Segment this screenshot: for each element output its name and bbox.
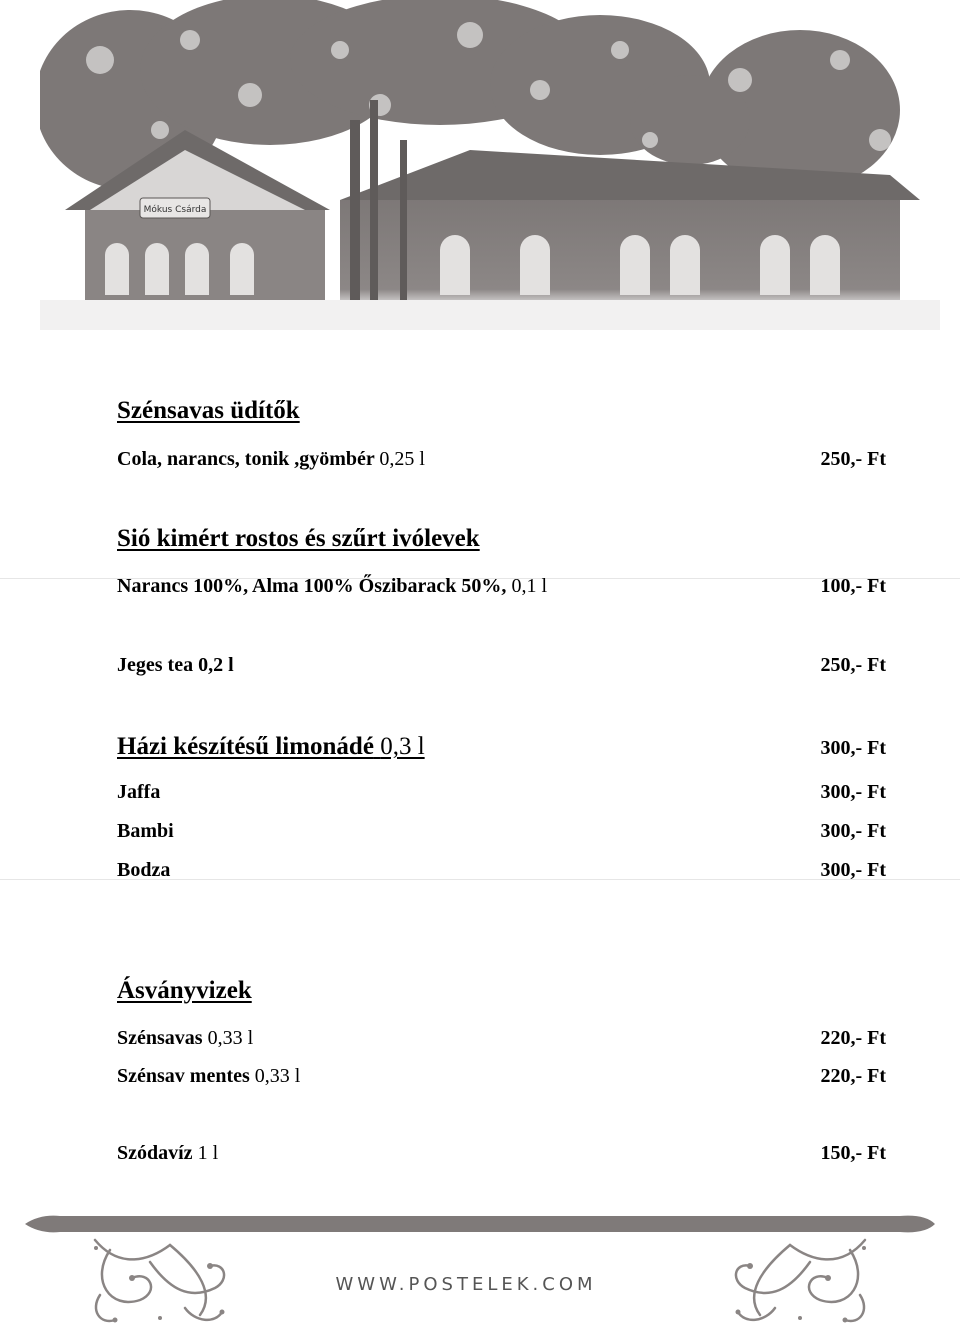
item-unit: 0,33 l <box>207 1027 254 1049</box>
item-price: 100,- Ft <box>820 575 886 597</box>
menu-item <box>117 1142 218 1165</box>
menu-item <box>117 448 425 471</box>
menu-item <box>117 575 547 598</box>
section-heading-text: Ásványvizek <box>117 977 252 1004</box>
section-heading-unit: 0,3 l <box>380 733 425 760</box>
item-name: Szénsav mentes <box>117 1065 250 1087</box>
item-unit: 0,1 l <box>511 575 547 597</box>
item-price: 150,- Ft <box>820 1142 886 1164</box>
item-price: 300,- Ft <box>820 859 886 881</box>
item-name: Cola, narancs, tonik ,gyömbér <box>117 448 375 470</box>
menu-item <box>117 1065 300 1088</box>
section-heading-lemonade <box>117 733 425 761</box>
menu-item <box>117 859 170 882</box>
item-price: 250,- Ft <box>820 654 886 676</box>
item-name: Narancs 100%, Alma 100% Őszibarack 50%, <box>117 575 507 597</box>
building-sign: Mókus Csárda <box>143 205 207 215</box>
item-price: 250,- Ft <box>820 448 886 470</box>
header-illustration <box>40 0 940 330</box>
item-unit: 1 l <box>197 1142 219 1164</box>
item-price: 220,- Ft <box>820 1065 886 1087</box>
item-price: 300,- Ft <box>820 820 886 842</box>
item-name: Jeges tea 0,2 l <box>117 654 234 676</box>
item-price: 220,- Ft <box>820 1027 886 1049</box>
menu-item <box>117 654 234 677</box>
item-name: Jaffa <box>117 781 161 803</box>
footer-website: WWW.POSTELEK.COM <box>248 1255 684 1313</box>
menu-item <box>117 781 160 804</box>
item-unit: 0,33 l <box>254 1065 301 1087</box>
item-unit: 0,25 l <box>379 448 425 470</box>
section-heading-text: Házi készítésű limonádé <box>117 733 374 760</box>
item-price: 300,- Ft <box>820 737 886 759</box>
section-heading-text: Sió kimért rostos és szűrt ivólevek <box>117 525 480 552</box>
section-heading-text: Szénsavas üdítők <box>117 397 300 424</box>
section-heading-carbonated <box>117 397 300 425</box>
menu-item <box>117 1027 253 1050</box>
item-name: Szódavíz <box>117 1142 193 1164</box>
section-heading-juices <box>117 525 480 553</box>
item-price: 300,- Ft <box>820 781 886 803</box>
item-name: Bodza <box>117 859 171 881</box>
section-heading-mineral-water <box>117 977 252 1005</box>
item-name: Bambi <box>117 820 174 842</box>
item-name: Szénsavas <box>117 1027 203 1049</box>
menu-item <box>117 820 174 843</box>
